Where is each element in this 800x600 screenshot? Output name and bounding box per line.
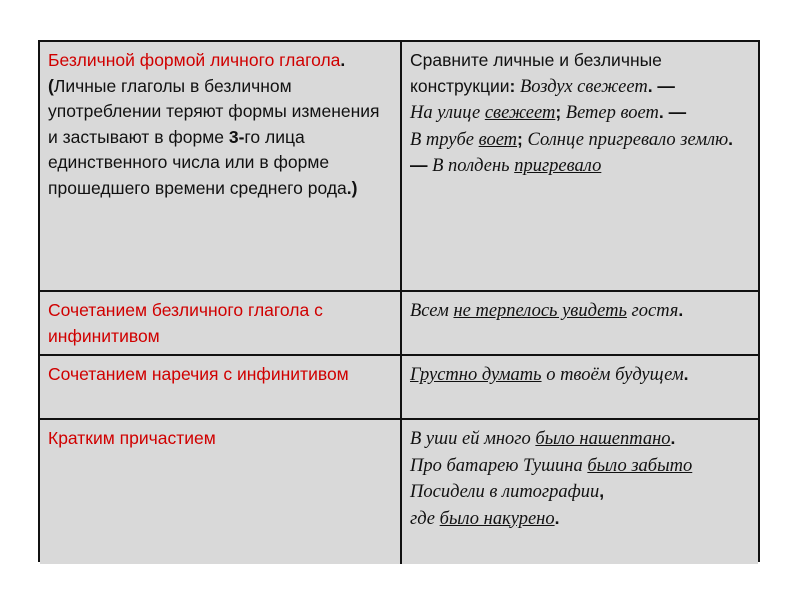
- example-italic: Про батарею Тушина: [410, 455, 588, 476]
- table-row: [40, 356, 758, 420]
- example-italic: о твоём будущем: [541, 365, 684, 385]
- punctuation: .): [346, 177, 358, 198]
- table-cell-definition: [40, 292, 402, 354]
- example-italic: где: [410, 508, 440, 529]
- example-underlined: свежеет: [484, 103, 556, 123]
- example-italic: Всем: [410, 301, 454, 321]
- definition-term: Сочетанием наречия с инфинитивом: [48, 364, 349, 384]
- table-row: [40, 292, 758, 356]
- definition-term: Сочетанием безличного глагола с инфинитивом: [48, 300, 323, 346]
- punctuation: . —: [647, 75, 675, 96]
- punctuation: .: [678, 300, 684, 320]
- punctuation: .: [670, 428, 676, 448]
- punctuation: . —: [410, 128, 734, 175]
- definition-text: Личные глаголы в безличном употреблении теряют формы изменения и застывают в форме: [48, 75, 380, 147]
- punctuation: ;: [555, 102, 562, 122]
- example-italic: Посидели в литографии: [410, 482, 600, 502]
- punctuation: . —: [658, 102, 687, 122]
- punctuation: . (: [48, 50, 346, 96]
- example-underlined: не терпелось увидеть: [453, 301, 627, 321]
- definition-term: Безличной формой личного глагола: [48, 50, 341, 70]
- example-italic: Воздух свежеет: [515, 76, 648, 97]
- example-underlined: Грустно думать: [410, 365, 542, 385]
- example-italic: гостя: [626, 301, 679, 321]
- example-italic: В полдень: [427, 156, 515, 176]
- table-cell-example: [402, 420, 758, 564]
- table-cell-definition: [40, 420, 402, 564]
- punctuation: ,: [599, 481, 605, 501]
- example-italic: На улице: [410, 103, 485, 123]
- table-cell-definition: [40, 356, 402, 418]
- example-underlined: пригревало: [514, 156, 602, 176]
- definition-term: Кратким причастием: [48, 428, 216, 448]
- example-underlined: было нашептано: [535, 429, 671, 449]
- table-cell-example: [402, 292, 758, 354]
- punctuation: :: [509, 75, 516, 96]
- table-row: [40, 42, 758, 292]
- example-underlined: воет: [478, 129, 518, 150]
- example-italic: В уши ей много: [410, 429, 536, 449]
- grammar-table: [38, 40, 760, 562]
- punctuation: ;: [517, 128, 523, 149]
- example-italic: Солнце пригревало землю: [522, 129, 729, 150]
- example-underlined: было забыто: [587, 455, 693, 476]
- table-cell-example: [402, 356, 758, 418]
- table-cell-definition: [40, 42, 402, 290]
- definition-text: го лица единственного числа или в форме прошедшего времени среднего рода: [48, 126, 347, 198]
- definition-number: 3-: [228, 126, 245, 147]
- table-row: [40, 420, 758, 564]
- example-italic: Ветер воет: [561, 103, 659, 123]
- example-italic: В трубе: [410, 129, 479, 150]
- punctuation: .: [554, 507, 560, 528]
- example-text: Сравните личные и безличные конструкции: [410, 50, 662, 96]
- table-cell-example: [402, 42, 758, 290]
- example-underlined: было накурено: [439, 508, 555, 529]
- punctuation: .: [683, 364, 689, 384]
